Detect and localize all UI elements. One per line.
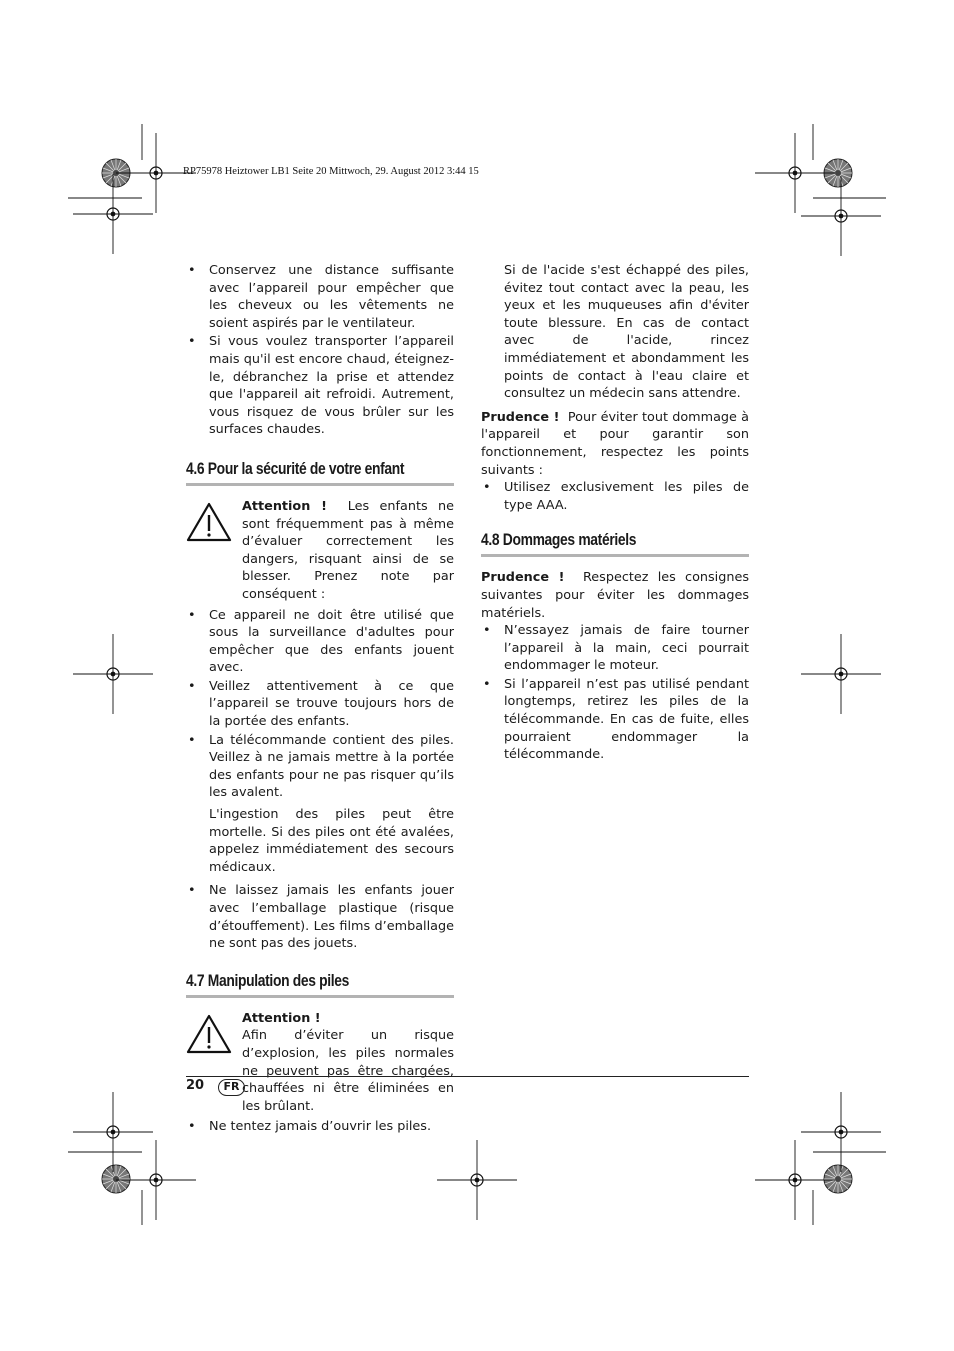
list-item: • Veillez attentivement à ce que l’appareil se trouve toujours hors de la portée des enfants. [188, 678, 454, 730]
registration-mark-icon [73, 634, 153, 714]
list-item: • N’essayez jamais de faire tourner l’appareil à la main, ceci pourrait endommager le moteur. [483, 623, 749, 674]
bullet-icon: • [483, 480, 491, 496]
registration-mark-icon [437, 1140, 517, 1220]
right-column [481, 262, 749, 765]
heading-divider [186, 995, 454, 998]
list-item: • Conservez une distance suffisante avec l’appareil pour empêcher que les cheveux ou les vêtements ne soient aspirés par le ventilateur. [188, 263, 454, 331]
heading-divider [186, 483, 454, 486]
print-job-header: RP75978 Heiztower LB1 Seite 20 Mittwoch, 29. August 2012 3:44 15 [183, 166, 479, 177]
warning-label: Attention ! [242, 498, 327, 514]
list-item: • Ne laissez jamais les enfants jouer avec l’emballage plastique (risque d’étouffement). Les films d’emballage ne sont pas des jouets. [188, 883, 454, 952]
bullet-icon: • [483, 623, 491, 639]
registration-mark-icon [801, 1092, 881, 1172]
warning-text: Afin d’éviter un risque d’explosion, les piles normales ne peuvent pas être chargées, chauffées ni être éliminées en les brûlant. [242, 1028, 454, 1114]
bullet-icon: • [188, 1119, 196, 1135]
battery-ingestion-note: L'ingestion des piles peut être mortelle. Si des piles ont été avalées, appelez immédiatement des secours médicaux. [209, 807, 454, 875]
heading-divider [481, 554, 749, 557]
list-item: • La télécommande contient des piles. Veillez à ne jamais mettre à la portée des enfants pour ne pas risquer qu’ils les avalent. [188, 732, 454, 801]
registration-mark-icon [73, 174, 153, 254]
prudence-label: Prudence ! [481, 409, 560, 425]
warning-triangle-icon [186, 1010, 242, 1060]
prudence-note: Prudence ! Pour éviter tout dommage à l'appareil et pour garantir son fonctionnement, respectez les points suivants : [481, 409, 749, 478]
star-disc-bottom-left [102, 1165, 130, 1193]
warning-block-child-safety [186, 498, 454, 604]
list-item: • Ce appareil ne doit être utilisé que sous la surveillance d'adultes pour empêcher que des enfants jouent avec. [188, 607, 454, 676]
list-item: • Utilisez exclusivement les piles de type AAA. [483, 480, 749, 513]
section-heading-4-8: 4.8 Dommages matériels [481, 531, 637, 550]
registration-mark-icon [801, 634, 881, 714]
registration-mark-icon [801, 176, 881, 256]
registration-mark-icon [755, 133, 835, 213]
bullet-icon: • [188, 334, 196, 350]
list-item: • Ne tentez jamais d’ouvrir les piles. [188, 1119, 432, 1135]
section-heading-4-7: 4.7 Manipulation des piles [186, 971, 350, 990]
battery-type-bullet-list [481, 479, 749, 514]
bullet-icon: • [188, 607, 196, 623]
acid-leak-paragraph: Si de l'acide s'est échappé des piles, évitez tout contact avec la peau, les yeux et les muqueuses afin d'éviter toute blessure. En cas de contact avec de l'acide, rincez immédiatement et abondamment les points de contact à l'eau claire et consultez un médecin sans attendre. [504, 263, 749, 402]
bullet-icon: • [188, 732, 196, 748]
left-column [186, 262, 454, 1137]
prudence-label: Prudence ! [481, 570, 565, 586]
warning-block-batteries [186, 1010, 454, 1116]
bullet-icon: • [188, 883, 196, 899]
list-item: • Si l’appareil n’est pas utilisé pendant longtemps, retirez les piles de la télécommande. En cas de fuite, elles pourraient endommager la télécommande. [483, 676, 749, 763]
bullet-icon: • [188, 263, 196, 278]
child-safety-bullet-list [186, 607, 454, 803]
list-item: • Si vous voulez transporter l’appareil mais qu'il est encore chaud, éteignez-le, débranchez la prise et attendez que l'appareil ait refroidi. Autrement, vous risquez de vous brûler sur les surfaces chaudes. [188, 334, 454, 438]
warning-triangle-icon [186, 498, 242, 548]
prudence-note: Prudence ! Respectez les consignes suivantes pour éviter les dommages matériels. [481, 570, 750, 621]
section-heading-4-6: 4.6 Pour la sécurité de votre enfant [186, 459, 405, 478]
language-badge: FR [218, 1079, 245, 1096]
bullet-icon: • [483, 676, 491, 692]
packaging-bullet-list [186, 882, 454, 952]
footer-divider [186, 1076, 749, 1077]
battery-handling-bullet-list [186, 1118, 454, 1136]
warning-label: Attention ! [242, 1010, 321, 1026]
warning-text: Les enfants ne sont fréquemment pas à même d’évaluer correctement les dangers, risquant ainsi de se blesser. Prenez note par conséquent : [242, 498, 454, 602]
material-damage-bullet-list [481, 622, 749, 764]
star-disc-bottom-right [824, 1165, 852, 1193]
page-number: 20 [186, 1078, 205, 1093]
bullet-icon: • [188, 678, 196, 694]
registration-mark-icon [73, 1092, 153, 1172]
intro-bullet-list [186, 262, 454, 439]
